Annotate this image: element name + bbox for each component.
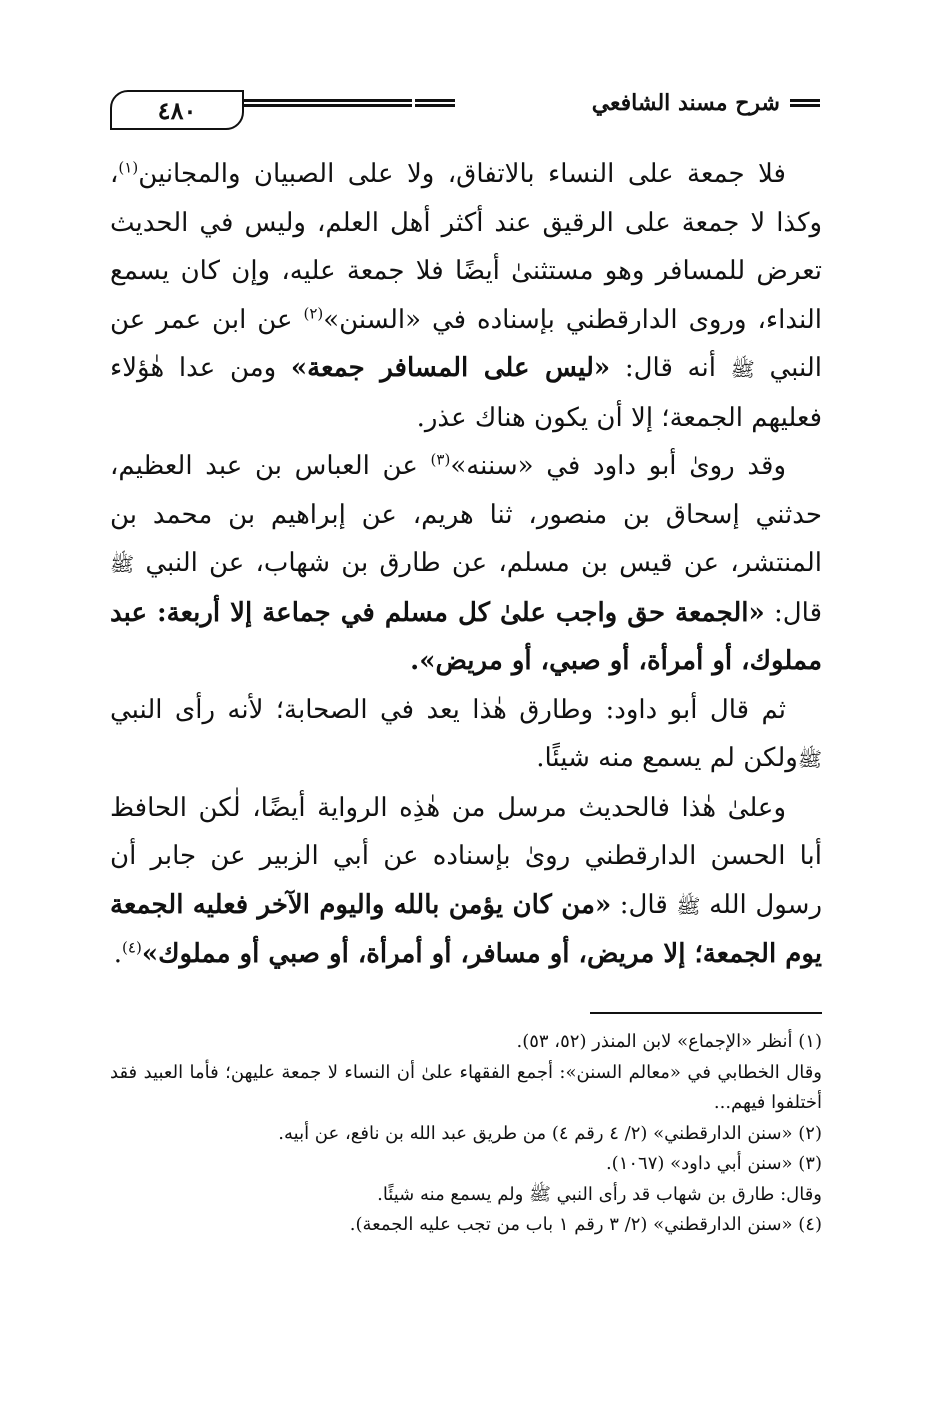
- main-text: [110, 150, 822, 979]
- book-title: شرح مسند الشافعي: [591, 90, 780, 116]
- text-run: عن ابن عمر عن النبي: [110, 304, 823, 383]
- text-run: قال:: [764, 597, 822, 628]
- salawat-symbol: ﷺ: [529, 1183, 551, 1205]
- paragraph-3: [110, 686, 822, 784]
- footnote-3: (٣) «سنن أبي داود» (١٠٦٧).: [605, 1153, 822, 1174]
- text-run: عن العباس بن عبد العظيم، حدثني إسحاق بن منصور، ثنا هريم، عن إبراهيم بن محمد بن المنتشر، عن قيس بن مسلم، عن طارق بن شهاب، عن النبي: [110, 451, 822, 578]
- footnotes: [110, 1027, 822, 1241]
- footnote-ref-3: (٣): [430, 450, 451, 469]
- text-run: وقد روىٰ أبو داود في «سننه»: [450, 451, 786, 481]
- text-run: فلا جمعة على النساء بالاتفاق، ولا على الصبيان والمجانين: [138, 159, 786, 189]
- hadith-quote: «الجمعة حق واجب علىٰ كل مسلم في جماعة إلا أربعة: عبد مملوك، أو أمرأة، أو صبي، أو مريض».: [110, 597, 822, 676]
- footnote-ref-1: (١): [118, 158, 139, 177]
- footnote-4: (٤) «سنن الدارقطني» (٢/ ٣ رقم ١ باب من تجب عليه الجمعة).: [349, 1214, 822, 1235]
- salawat-symbol: ﷺ: [676, 893, 701, 918]
- text-run: أنه قال:: [610, 353, 731, 383]
- text-run: ومن عدا هٰؤلاء فعليهم الجمعة؛ إلا أن يكون هناك عذر.: [110, 353, 822, 433]
- footnote-ref-4: (٤): [122, 938, 142, 957]
- running-header: [110, 86, 820, 136]
- salawat-symbol: ﷺ: [730, 357, 755, 381]
- footnote-2: (٢) «سنن الدارقطني» (٢/ ٤ رقم ٤) من طريق عبد الله بن نافع، عن أبيه.: [278, 1122, 822, 1144]
- text-run: وقال: طارق بن شهاب قد رأى النبي: [550, 1183, 822, 1205]
- footnote-3-continued: [110, 1180, 822, 1211]
- text-run: ثم قال أبو داود: وطارق هٰذا يعد في الصحابة؛ لأنه رأى النبي: [110, 694, 786, 725]
- footnote-ref-2: (٢): [303, 303, 324, 322]
- paragraph-1: [110, 150, 822, 442]
- hadith-quote: «من كان يؤمن بالله واليوم الآخر فعليه الجمعة يوم الجمعة؛ إلا مريض، أو مسافر، أو أمرأة، أو صبي أو مملوك»: [110, 889, 822, 969]
- paragraph-4: [110, 784, 822, 979]
- salawat-symbol: ﷺ: [797, 747, 822, 771]
- text-run: ، وكذا لا جمعة على الرقيق عند أكثر أهل العلم، وليس في الحديث تعرض للمسافر وهو مستثنىٰ أيضًا فلا جمعة عليه، وإن كان يسمع النداء، وروى الدارقطني بإسناده في «السنن»: [110, 159, 823, 335]
- footnote-divider: [590, 1012, 822, 1014]
- page-number: ٤٨٠: [110, 90, 244, 130]
- text-run: قال:: [611, 889, 677, 920]
- text-run: .: [113, 939, 123, 969]
- paragraph-2: [110, 442, 822, 686]
- text-run: ولكن لم يسمع منه شيئًا.: [536, 743, 798, 773]
- salawat-symbol: ﷺ: [110, 552, 135, 576]
- header-rule-middle: [415, 99, 455, 107]
- hadith-quote: «ليس على المسافر جمعة»: [290, 353, 611, 383]
- footnote-1: (١) أنظر «الإجماع» لابن المنذر (٥٢، ٥٣).: [516, 1031, 822, 1052]
- text-run: ولم يسمع منه شيئًا.: [377, 1183, 530, 1205]
- header-rule-right: [790, 99, 820, 107]
- text-run: وعلىٰ هٰذا فالحديث مرسل من هٰذِه الرواية أيضًا، لٰكن الحافظ أبا الحسن الدارقطني روىٰ بإسناده عن أبي الزبير عن جابر أن رسول الله: [110, 792, 823, 920]
- footnote-1-continued: وقال الخطابي في «معالم السنن»: أجمع الفقهاء علىٰ أن النساء لا جمعة عليهن؛ فأما العبيد فقد أختلفوا فيهم...: [110, 1061, 822, 1113]
- header-rule-left: [242, 99, 412, 107]
